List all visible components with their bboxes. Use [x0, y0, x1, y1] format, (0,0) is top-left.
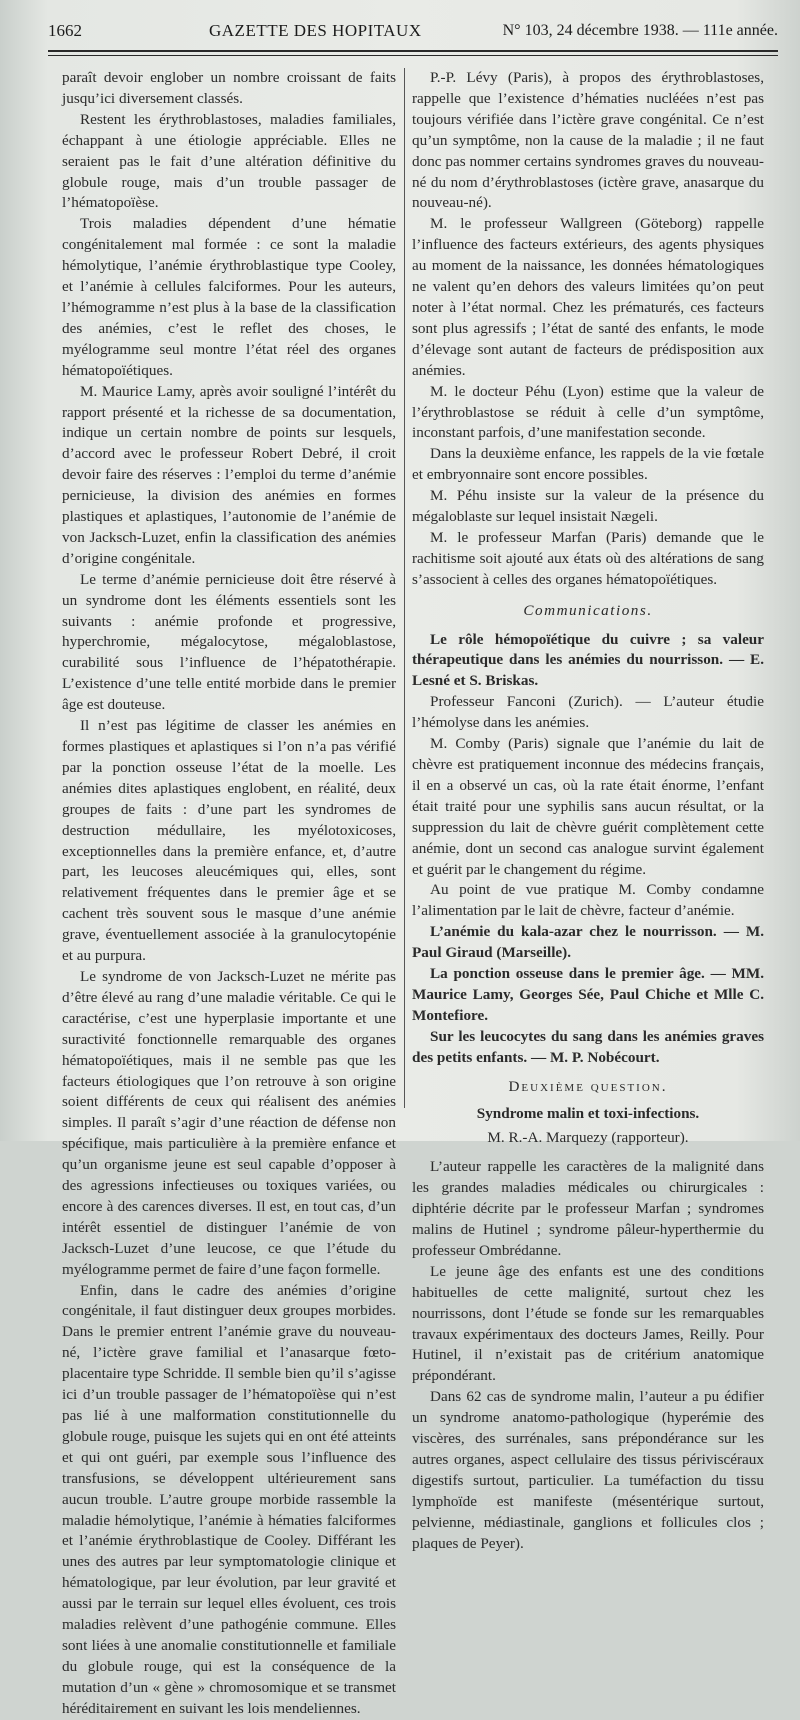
- paragraph: M. le professeur Marfan (Paris) demande que le rachitisme soit ajouté aux états où des altérations de sang s’associent à celles des organes hématopoïétiques.: [412, 528, 764, 588]
- communication-title: Sur les leucocytes du sang dans les anémies graves des petits enfants. — M. P. Nobécourt.: [412, 1027, 764, 1066]
- page-header: [48, 14, 778, 48]
- paragraph: Dans 62 cas de syndrome malin, l’auteur a pu édifier un syndrome anatomo-pathologique (hyperémie des viscères, des surrénales, sans prépondérance sur les autres organes, aspect cellulaire des tissus périviscéraux digestifs surtout, particulier. La tuméfaction du tissu lymphoïde est manifeste (mésentérique surtout, pelvienne, médiastinale, ganglions et follicules clos ; plaques de Peyer).: [412, 1388, 764, 1552]
- journal-title: GAZETTE DES HOPITAUX: [209, 21, 422, 40]
- paragraph: Il n’est pas légitime de classer les anémies en formes plastiques et aplastiques si l’on n’a pas vérifié par la ponction osseuse l’état de la moelle. Les anémies dites aplastiques englobent, en réalité, deux groupes de faits : d’une part les syndromes de destruction médullaire, les myélotoxicoses, exceptionnelles dans la première enfance, et, d’autre part, les leucoses aleucémiques qui, elles, sont relativement fréquentes dans le premier âge et se cachent très souvent sous le masque d’une anémie grave, éventuellement associée à la granulocytopénie et au purpura.: [62, 717, 396, 965]
- paragraph: Dans la deuxième enfance, les rappels de la vie fœtale et embryonnaire sont encore possibles.: [412, 445, 764, 484]
- communication-title: L’anémie du kala-azar chez le nourrisson. — M. Paul Giraud (Marseille).: [412, 923, 764, 962]
- paragraph: Le terme d’anémie pernicieuse doit être réservé à un syndrome dont les éléments essentiels sont les suivants : anémie profonde et progressive, hyperchromie, mégalocytose, mégaloblastose, curabilité sous l’influence de l’hépatothérapie. L’existence d’une telle entité morbide dans le premier âge est douteuse.: [62, 570, 396, 714]
- column-divider: [404, 68, 405, 1108]
- paragraph: M. Péhu insiste sur la valeur de la présence du mégaloblaste sur lequel insistait Nægeli.: [412, 487, 764, 526]
- paragraph: M. le professeur Wallgreen (Göteborg) rappelle l’influence des facteurs extérieurs, des agents physiques au moment de la naissance, les données hématologiques ne valent qu’en dehors des valeurs limitées qu’on peut noter à l’état normal. Chez les prématurés, ces facteurs sont plus agressifs ; l’état de santé des enfants, le mode d’élevage sont autant de facteurs de prédisposition aux anémies.: [412, 215, 764, 379]
- paragraph: Le syndrome de von Jacksch-Luzet ne mérite pas d’être élevé au rang d’une maladie véritable. Ce qui le caractérise, c’est une hyperplasie importante et une suractivité fonctionnelle remarquable des organes hématopoïétiques, mais il ne semble pas que les facteurs étiologiques que l’on retrouve à son origine soient différents de ceux qui réalisent des anémies simples. Il paraît s’agir d’une réaction de défense non spécifique, mais particulière à la première enfance et qu’un organisme jeune est seul capable d’opposer à des agressions infectieuses ou toxiques variées, ou encore à des carences diverses. Il est, en tout cas, d’un intérêt essentiel de distinguer l’anémie de von Jacksch-Luzet d’une leucose, ce que l’étude du myélogramme permet de faire d’une façon formelle.: [62, 967, 396, 1278]
- header-rule-top: [48, 50, 778, 52]
- paragraph: Restent les érythroblastoses, maladies familiales, échappant à une étiologie appréciable. Elles ne seraient pas le fait d’une altération définitive du globule rouge, mais d’un trouble passager de l’hématopoïèse.: [62, 110, 396, 212]
- question-subject: Syndrome malin et toxi-infections.: [476, 1104, 700, 1122]
- header-rule-bottom: [48, 55, 778, 56]
- paragraph: M. Comby (Paris) signale que l’anémie du lait de chèvre est pratiquement inconnue des médecins français, il en a observé un cas, où la rate était énorme, l’enfant était traité pour une syphilis sans aucun résultat, or la suppression du lait de chèvre guérit complètement cette anémie, dont un second cas analogue survint également et guérit par le changement du régime.: [412, 735, 764, 878]
- paragraph: M. le docteur Péhu (Lyon) estime que la valeur de l’érythroblastose se réduit à celle d’un symptôme, inconstant parfois, d’une manifestation seconde.: [412, 382, 764, 442]
- paragraph: L’auteur rappelle les caractères de la malignité dans les grandes maladies médicales ou chirurgicales : diphtérie décrite par le professeur Marfan ; syndromes malins de Hutinel ; syndrome pâleur-hyperthermie du professeur Ombrédanne.: [412, 1158, 764, 1259]
- question-rapporteur: M. R.-A. Marquezy (rapporteur).: [487, 1129, 689, 1147]
- communication-title: Le rôle hémopoïétique du cuivre ; sa valeur thérapeutique dans les anémies du nourrisson. — E. Lesné et S. Briskas.: [412, 630, 764, 690]
- paragraph: Trois maladies dépendent d’une hématie congénitalement mal formée : ce sont la maladie hémolytique, l’anémie érythroblastique type Cooley, et l’anémie à cellules falciformes. Pour les auteurs, l’hémogramme n’est plus à la base de la classification des anémies, c’est le reflet des choses, le myélogramme seul montre l’état réel des organes hématopoïétiques.: [62, 215, 396, 379]
- paragraph: paraît devoir englober un nombre croissant de faits jusqu’ici diversement classés.: [62, 69, 396, 107]
- right-column: [412, 68, 764, 1552]
- communication-title: La ponction osseuse dans le premier âge. — MM. Maurice Lamy, Georges Sée, Paul Chiche et Mlle C. Montefiore.: [412, 965, 764, 1024]
- question-heading: Deuxième question.: [508, 1077, 668, 1095]
- paragraph: Le jeune âge des enfants est une des conditions habituelles de cette malignité, surtout chez les nourrissons, dont l’étude se fonde sur les remarquables travaux expérimentaux des docteurs James, Reilly. Pour Hutinel, il n’existait pas de critérium anatomique prépondérant.: [412, 1262, 764, 1385]
- page-number: 1662: [48, 21, 82, 40]
- paragraph: Professeur Fanconi (Zurich). — L’auteur étudie l’hémolyse dans les anémies.: [412, 693, 764, 732]
- paragraph: P.-P. Lévy (Paris), à propos des érythroblastoses, rappelle que l’existence d’hématies nucléées n’est pas toujours vérifiée dans l’ictère grave congénital. Ce n’est qu’un symptôme, non la cause de la maladie ; il ne faut donc pas nommer certains syndromes graves du nouveau-né du nom d’érythroblastoses (ictère grave, anasarque du nouveau-né).: [412, 69, 764, 212]
- communications-heading: Communications.: [523, 601, 653, 619]
- issue-info: N° 103, 24 décembre 1938. — 111e année.: [502, 22, 778, 39]
- paragraph: Enfin, dans le cadre des anémies d’origine congénitale, il faut distinguer deux groupes morbides. Dans le premier entrent l’anémie grave du nouveau-né, l’ictère grave familial et l’anasarque fœto-placentaire type Schridde. Il semble bien qu’il s’agisse ici d’un trouble passager de l’hématopoïèse qui n’est pas lié à une malformation constitutionnelle du globule rouge, puisque les sujets qui en ont été atteints et qui ont guéri, par exemple sous l’influence des transfusions, se développent ultérieurement sans aucun trouble. L’autre groupe morbide rassemble la maladie hémolytique, l’anémie à hématies falciformes et l’anémie érythroblastique de Cooley. Différant les unes des autres par leur symptomatologie clinique et hématologique, par leur évolution, par leur gravité et aussi par le terrain sur lequel elles évoluent, ces trois maladies relèvent d’une pathogénie commune. Elles sont liées à une anomalie constitutionnelle et familiale du globule rouge, qui est la conséquence de la mutation d’un « gène » chromosomique et se transmet héréditairement en suivant les lois mendeliennes.: [62, 1281, 396, 1717]
- paragraph: M. Maurice Lamy, après avoir souligné l’intérêt du rapport présenté et la richesse de sa documentation, indique un certain nombre de points sur lesquels, d’accord avec le professeur Robert Debré, il croit devoir faire des réserves : l’emploi du terme d’anémie pernicieuse, la division des anémies en formes plastiques et aplastiques, l’autonomie de l’anémie de von Jacksch-Luzet, enfin la classification des anémies d’origine congénitale.: [62, 382, 396, 567]
- paragraph: Au point de vue pratique M. Comby condamne l’alimentation par le lait de chèvre, facteur d’anémie.: [412, 881, 764, 920]
- left-column: [62, 68, 396, 1717]
